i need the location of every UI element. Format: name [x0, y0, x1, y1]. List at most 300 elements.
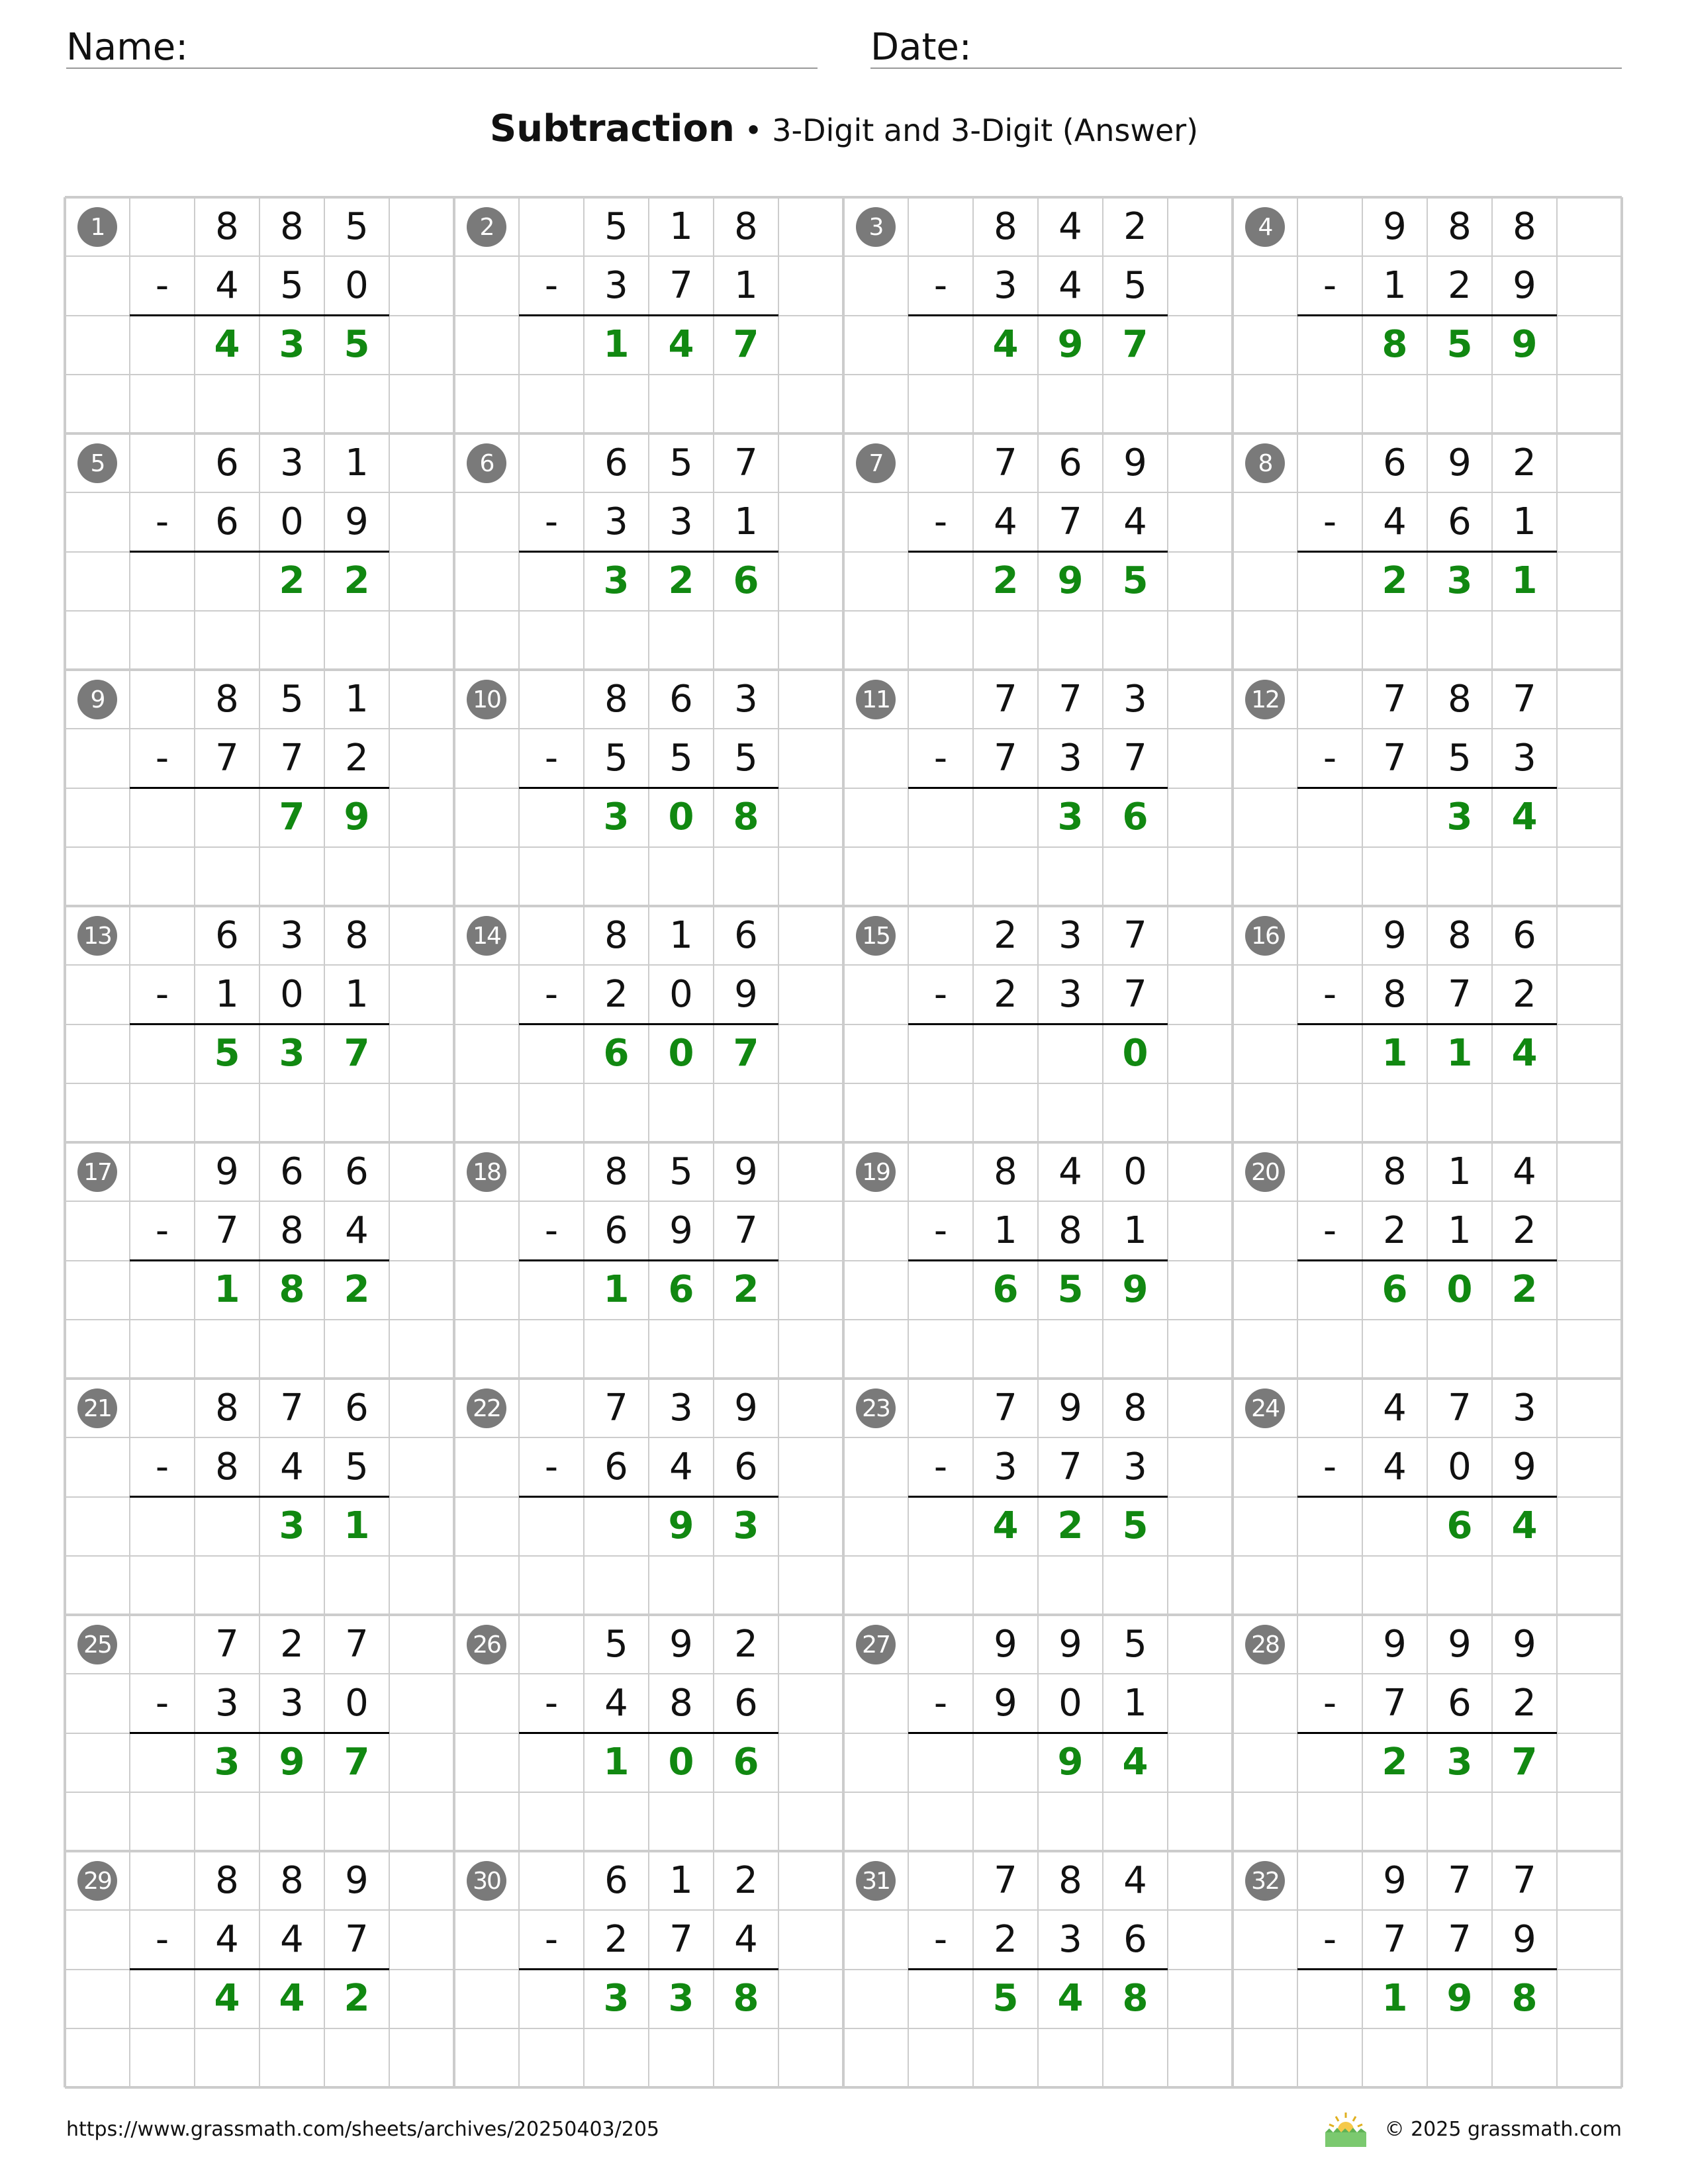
subtrahend-digit: 7	[215, 1208, 239, 1252]
subtrahend-digit: 0	[669, 972, 693, 1016]
answer-digit[interactable]: 3	[279, 323, 305, 366]
answer-digit[interactable]: 4	[1057, 1977, 1084, 2020]
minus-sign: -	[1323, 1208, 1337, 1252]
problem-number-badge: 7	[856, 443, 896, 483]
answer-digit[interactable]: 9	[1057, 1741, 1084, 1784]
name-label: Name:	[66, 26, 189, 69]
minus-sign: -	[933, 736, 948, 780]
answer-digit[interactable]: 8	[1122, 1977, 1149, 2020]
subtrahend-digit: 1	[1123, 1681, 1147, 1725]
answer-rule	[1297, 1732, 1557, 1734]
subtrahend-digit: 3	[1058, 1917, 1082, 1961]
subtrahend-digit: 0	[1448, 1445, 1472, 1488]
subtrahend-digit: 5	[604, 736, 628, 780]
subtrahend-digit: 9	[1513, 1445, 1536, 1488]
subtrahend-digit: 6	[1448, 1681, 1472, 1725]
minuend-digit: 5	[669, 1150, 693, 1193]
minuend-digit: 5	[669, 441, 693, 484]
answer-rule	[130, 787, 389, 789]
problem-number-badge: 19	[856, 1152, 896, 1192]
minuend-digit: 7	[280, 1386, 304, 1430]
minuend-digit: 6	[604, 1858, 628, 1902]
minuend-digit: 9	[345, 1858, 369, 1902]
answer-digit[interactable]: 8	[1511, 1977, 1538, 2020]
answer-rule	[519, 1968, 778, 1970]
answer-digit[interactable]: 1	[603, 323, 630, 366]
minuend-digit: 3	[1123, 677, 1147, 721]
minus-sign: -	[1323, 500, 1337, 543]
subtrahend-digit: 2	[604, 1917, 628, 1961]
problem-number-badge: 4	[1245, 207, 1285, 247]
answer-digit[interactable]: 9	[279, 1741, 305, 1784]
answer-digit[interactable]: 0	[668, 1741, 694, 1784]
problem-number-badge: 13	[77, 916, 117, 956]
minus-sign: -	[155, 1681, 169, 1725]
minuend-digit: 2	[280, 1622, 304, 1666]
subtrahend-digit: 7	[669, 263, 693, 307]
subtrahend-digit: 9	[1513, 1917, 1536, 1961]
answer-digit[interactable]: 2	[1382, 1741, 1408, 1784]
subtrahend-digit: 4	[1058, 263, 1082, 307]
subtrahend-digit: 6	[1123, 1917, 1147, 1961]
minuend-digit: 0	[1123, 1150, 1147, 1193]
minuend-digit: 7	[734, 441, 758, 484]
answer-digit[interactable]: 1	[603, 1268, 630, 1311]
minuend-digit: 6	[1513, 913, 1536, 957]
answer-rule	[1297, 1968, 1557, 1970]
subtrahend-digit: 7	[994, 736, 1017, 780]
minuend-digit: 9	[1448, 1622, 1472, 1666]
minuend-digit: 6	[669, 677, 693, 721]
answer-digit[interactable]: 5	[1446, 323, 1473, 366]
title-sub: • 3-Digit and 3-Digit (Answer)	[734, 113, 1199, 148]
subtrahend-digit: 4	[280, 1445, 304, 1488]
subtrahend-digit: 9	[1513, 263, 1536, 307]
minuend-digit: 7	[1448, 1386, 1472, 1430]
answer-rule	[519, 314, 778, 316]
answer-digit[interactable]: 7	[733, 323, 759, 366]
subtrahend-digit: 6	[734, 1445, 758, 1488]
problem-number-badge: 27	[856, 1625, 896, 1664]
answer-digit[interactable]: 4	[214, 323, 240, 366]
subtrahend-digit: 2	[1513, 1681, 1536, 1725]
subtrahend-digit: 7	[280, 736, 304, 780]
minuend-digit: 6	[734, 913, 758, 957]
subtrahend-digit: 1	[994, 1208, 1017, 1252]
problem-number-badge: 23	[856, 1388, 896, 1428]
problem-number-badge: 29	[77, 1861, 117, 1901]
answer-rule	[908, 1259, 1168, 1261]
answer-digit[interactable]: 3	[603, 559, 630, 602]
answer-digit[interactable]: 4	[214, 1977, 240, 2020]
minuend-digit: 2	[1123, 205, 1147, 248]
minus-sign: -	[933, 1445, 948, 1488]
minus-sign: -	[1323, 1917, 1337, 1961]
answer-digit[interactable]: 7	[733, 1032, 759, 1075]
minuend-digit: 2	[994, 913, 1017, 957]
minus-sign: -	[544, 736, 559, 780]
date-line[interactable]	[870, 68, 1622, 69]
minuend-digit: 7	[345, 1622, 369, 1666]
minuend-digit: 3	[669, 1386, 693, 1430]
subtrahend-digit: 7	[1383, 1917, 1407, 1961]
subtrahend-digit: 4	[994, 500, 1017, 543]
subtrahend-digit: 4	[734, 1917, 758, 1961]
subtrahend-digit: 6	[604, 1208, 628, 1252]
answer-digit[interactable]: 0	[668, 796, 694, 839]
answer-digit[interactable]: 3	[668, 1977, 694, 2020]
answer-digit[interactable]: 5	[214, 1032, 240, 1075]
minuend-digit: 8	[215, 1386, 239, 1430]
answer-digit[interactable]: 2	[733, 1268, 759, 1311]
answer-digit[interactable]: 3	[603, 1977, 630, 2020]
minuend-digit: 6	[1383, 441, 1407, 484]
answer-digit[interactable]: 4	[1122, 1741, 1149, 1784]
minuend-digit: 4	[1513, 1150, 1536, 1193]
subtrahend-digit: 1	[1123, 1208, 1147, 1252]
answer-digit[interactable]: 4	[1511, 1504, 1538, 1547]
answer-rule	[1297, 787, 1557, 789]
subtrahend-digit: 5	[734, 736, 758, 780]
minuend-digit: 4	[1383, 1386, 1407, 1430]
minuend-digit: 8	[734, 205, 758, 248]
subtrahend-digit: 2	[1513, 972, 1536, 1016]
subtrahend-digit: 8	[1058, 1208, 1082, 1252]
subtrahend-digit: 8	[1383, 972, 1407, 1016]
answer-digit[interactable]: 3	[1446, 1741, 1473, 1784]
answer-digit[interactable]: 3	[214, 1741, 240, 1784]
subtrahend-digit: 9	[669, 1208, 693, 1252]
answer-rule	[908, 1968, 1168, 1970]
subtrahend-digit: 1	[734, 500, 758, 543]
answer-digit[interactable]: 9	[1122, 1268, 1149, 1311]
minuend-digit: 6	[604, 441, 628, 484]
answer-digit[interactable]: 7	[1122, 323, 1149, 366]
answer-digit[interactable]: 5	[344, 323, 370, 366]
answer-digit[interactable]: 5	[1057, 1268, 1084, 1311]
answer-rule	[1297, 1496, 1557, 1498]
answer-digit[interactable]: 2	[344, 559, 370, 602]
problem-number-badge: 32	[1245, 1861, 1285, 1901]
answer-digit[interactable]: 2	[1382, 559, 1408, 602]
problem-number-badge: 15	[856, 916, 896, 956]
answer-digit[interactable]: 3	[1446, 559, 1473, 602]
answer-rule	[130, 1023, 389, 1025]
subtrahend-digit: 4	[215, 263, 239, 307]
subtrahend-digit: 6	[1448, 500, 1472, 543]
page-title	[0, 99, 1688, 167]
answer-digit[interactable]: 2	[1057, 1504, 1084, 1547]
problem-number-badge: 9	[77, 680, 117, 719]
minus-sign: -	[155, 972, 169, 1016]
minus-sign: -	[155, 1917, 169, 1961]
minuend-digit: 9	[734, 1386, 758, 1430]
answer-digit[interactable]: 4	[1511, 796, 1538, 839]
minuend-digit: 8	[994, 205, 1017, 248]
subtrahend-digit: 3	[280, 1681, 304, 1725]
answer-digit[interactable]: 0	[1122, 1032, 1149, 1075]
subtrahend-digit: 2	[1448, 263, 1472, 307]
answer-digit[interactable]: 0	[668, 1032, 694, 1075]
minuend-digit: 8	[1448, 913, 1472, 957]
subtrahend-digit: 4	[345, 1208, 369, 1252]
answer-digit[interactable]: 4	[668, 323, 694, 366]
answer-digit[interactable]: 9	[1446, 1977, 1473, 2020]
subtrahend-digit: 5	[1448, 736, 1472, 780]
subtrahend-digit: 0	[280, 500, 304, 543]
answer-digit[interactable]: 4	[992, 1504, 1019, 1547]
minuend-digit: 8	[994, 1150, 1017, 1193]
answer-digit[interactable]: 4	[279, 1977, 305, 2020]
problem-number-badge: 21	[77, 1388, 117, 1428]
minuend-digit: 8	[1448, 205, 1472, 248]
problem-number-badge: 20	[1245, 1152, 1285, 1192]
answer-digit[interactable]: 2	[1511, 1268, 1538, 1311]
subtrahend-digit: 4	[1123, 500, 1147, 543]
answer-rule	[519, 1732, 778, 1734]
date-label: Date:	[870, 26, 972, 69]
answer-digit[interactable]: 2	[344, 1268, 370, 1311]
minus-sign: -	[544, 972, 559, 1016]
answer-digit[interactable]: 3	[1057, 796, 1084, 839]
minus-sign: -	[933, 1208, 948, 1252]
minuend-digit: 9	[1383, 913, 1407, 957]
minuend-digit: 9	[215, 1150, 239, 1193]
minuend-digit: 8	[1383, 1150, 1407, 1193]
answer-digit[interactable]: 4	[992, 323, 1019, 366]
footer-url: https://www.grassmath.com/sheets/archives/20250403/205	[66, 2118, 660, 2141]
grass-sun-logo-icon	[1323, 2110, 1369, 2150]
answer-digit[interactable]: 2	[668, 559, 694, 602]
subtrahend-digit: 2	[345, 736, 369, 780]
subtrahend-digit: 4	[1383, 500, 1407, 543]
answer-rule	[130, 1259, 389, 1261]
answer-digit[interactable]: 6	[1382, 1268, 1408, 1311]
answer-digit[interactable]: 9	[1057, 559, 1084, 602]
subtrahend-digit: 4	[215, 1917, 239, 1961]
answer-digit[interactable]: 9	[1511, 323, 1538, 366]
answer-digit[interactable]: 3	[603, 796, 630, 839]
answer-rule	[519, 1023, 778, 1025]
minuend-digit: 9	[1058, 1386, 1082, 1430]
answer-digit[interactable]: 1	[1382, 1977, 1408, 2020]
minuend-digit: 7	[1513, 1858, 1536, 1902]
subtrahend-digit: 2	[1383, 1208, 1407, 1252]
answer-digit[interactable]: 6	[668, 1268, 694, 1311]
answer-digit[interactable]: 8	[279, 1268, 305, 1311]
answer-digit[interactable]: 4	[1511, 1032, 1538, 1075]
answer-digit[interactable]: 7	[344, 1741, 370, 1784]
problem-number-badge: 31	[856, 1861, 896, 1901]
minuend-digit: 3	[1058, 913, 1082, 957]
minus-sign: -	[155, 1208, 169, 1252]
minuend-digit: 4	[1058, 205, 1082, 248]
subtrahend-digit: 6	[604, 1445, 628, 1488]
answer-rule	[519, 787, 778, 789]
minus-sign: -	[1323, 263, 1337, 307]
minuend-digit: 5	[604, 1622, 628, 1666]
answer-digit[interactable]: 3	[1446, 796, 1473, 839]
answer-digit[interactable]: 5	[1122, 1504, 1149, 1547]
minuend-digit: 5	[280, 677, 304, 721]
minus-sign: -	[155, 1445, 169, 1488]
minuend-digit: 8	[280, 1858, 304, 1902]
answer-digit[interactable]: 1	[603, 1741, 630, 1784]
subtrahend-digit: 4	[1383, 1445, 1407, 1488]
minuend-digit: 6	[1058, 441, 1082, 484]
minuend-digit: 9	[1383, 205, 1407, 248]
worksheet-grid	[65, 197, 1622, 2087]
minuend-digit: 8	[1058, 1858, 1082, 1902]
minuend-digit: 7	[1513, 677, 1536, 721]
minuend-digit: 1	[669, 913, 693, 957]
subtrahend-digit: 7	[1058, 1445, 1082, 1488]
minuend-digit: 6	[345, 1386, 369, 1430]
minus-sign: -	[155, 263, 169, 307]
minuend-digit: 8	[1448, 677, 1472, 721]
minuend-digit: 9	[1383, 1622, 1407, 1666]
minus-sign: -	[1323, 972, 1337, 1016]
subtrahend-digit: 7	[734, 1208, 758, 1252]
minus-sign: -	[544, 263, 559, 307]
answer-rule	[1297, 314, 1557, 316]
problem-number-badge: 11	[856, 680, 896, 719]
minuend-digit: 8	[1513, 205, 1536, 248]
subtrahend-digit: 2	[994, 1917, 1017, 1961]
minuend-digit: 9	[734, 1150, 758, 1193]
minus-sign: -	[1323, 736, 1337, 780]
answer-digit[interactable]: 2	[992, 559, 1019, 602]
subtrahend-digit: 3	[994, 1445, 1017, 1488]
subtrahend-digit: 3	[1058, 972, 1082, 1016]
minuend-digit: 2	[734, 1858, 758, 1902]
answer-digit[interactable]: 1	[1382, 1032, 1408, 1075]
answer-digit[interactable]: 2	[344, 1977, 370, 2020]
answer-digit[interactable]: 6	[733, 1741, 759, 1784]
subtrahend-digit: 2	[994, 972, 1017, 1016]
subtrahend-digit: 1	[1448, 1208, 1472, 1252]
answer-digit[interactable]: 7	[1511, 1741, 1538, 1784]
subtrahend-digit: 7	[1383, 1681, 1407, 1725]
subtrahend-digit: 4	[604, 1681, 628, 1725]
subtrahend-digit: 1	[734, 263, 758, 307]
answer-digit[interactable]: 7	[344, 1032, 370, 1075]
minus-sign: -	[933, 972, 948, 1016]
answer-digit[interactable]: 1	[1511, 559, 1538, 602]
minuend-digit: 7	[994, 441, 1017, 484]
problem-number-badge: 10	[467, 680, 506, 719]
minuend-digit: 6	[280, 1150, 304, 1193]
answer-digit[interactable]: 6	[1122, 796, 1149, 839]
answer-rule	[908, 1496, 1168, 1498]
answer-digit[interactable]: 8	[1382, 323, 1408, 366]
subtrahend-digit: 6	[215, 500, 239, 543]
problem-number-badge: 5	[77, 443, 117, 483]
answer-digit[interactable]: 5	[992, 1977, 1019, 2020]
minuend-digit: 8	[1123, 1386, 1147, 1430]
problem-number-badge: 3	[856, 207, 896, 247]
answer-digit[interactable]: 3	[279, 1032, 305, 1075]
minus-sign: -	[933, 500, 948, 543]
minuend-digit: 9	[1448, 441, 1472, 484]
answer-digit[interactable]: 8	[733, 796, 759, 839]
answer-digit[interactable]: 6	[1446, 1504, 1473, 1547]
minus-sign: -	[544, 1917, 559, 1961]
answer-digit[interactable]: 5	[1122, 559, 1149, 602]
subtrahend-digit: 7	[1448, 972, 1472, 1016]
title-main: Subtraction	[489, 107, 735, 150]
answer-digit[interactable]: 3	[279, 1504, 305, 1547]
problem-number-badge: 14	[467, 916, 506, 956]
subtrahend-digit: 3	[604, 500, 628, 543]
subtrahend-digit: 5	[280, 263, 304, 307]
minus-sign: -	[933, 1681, 948, 1725]
minuend-digit: 5	[1123, 1622, 1147, 1666]
answer-rule	[908, 1732, 1168, 1734]
answer-digit[interactable]: 8	[733, 1977, 759, 2020]
minuend-digit: 4	[1123, 1858, 1147, 1902]
subtrahend-digit: 0	[345, 263, 369, 307]
answer-digit[interactable]: 6	[992, 1268, 1019, 1311]
answer-digit[interactable]: 9	[344, 796, 370, 839]
answer-digit[interactable]: 3	[733, 1504, 759, 1547]
answer-rule	[1297, 551, 1557, 553]
subtrahend-digit: 3	[669, 500, 693, 543]
answer-digit[interactable]: 0	[1446, 1268, 1473, 1311]
answer-digit[interactable]: 1	[214, 1268, 240, 1311]
minus-sign: -	[933, 263, 948, 307]
minuend-digit: 7	[1383, 677, 1407, 721]
minuend-digit: 7	[1448, 1858, 1472, 1902]
answer-digit[interactable]: 2	[279, 559, 305, 602]
answer-digit[interactable]: 1	[344, 1504, 370, 1547]
answer-rule	[908, 314, 1168, 316]
subtrahend-digit: 3	[215, 1681, 239, 1725]
answer-digit[interactable]: 9	[668, 1504, 694, 1547]
answer-digit[interactable]: 1	[1446, 1032, 1473, 1075]
name-line[interactable]	[66, 68, 818, 69]
answer-digit[interactable]: 9	[1057, 323, 1084, 366]
minuend-digit: 8	[215, 1858, 239, 1902]
minuend-digit: 5	[604, 205, 628, 248]
minuend-digit: 3	[1513, 1386, 1536, 1430]
answer-digit[interactable]: 7	[279, 796, 305, 839]
answer-rule	[130, 551, 389, 553]
answer-digit[interactable]: 6	[733, 559, 759, 602]
minuend-digit: 7	[215, 1622, 239, 1666]
minus-sign: -	[1323, 1445, 1337, 1488]
minus-sign: -	[155, 500, 169, 543]
subtrahend-digit: 0	[1058, 1681, 1082, 1725]
minus-sign: -	[544, 1681, 559, 1725]
answer-rule	[130, 314, 389, 316]
subtrahend-digit: 6	[734, 1681, 758, 1725]
minus-sign: -	[544, 500, 559, 543]
minuend-digit: 9	[994, 1622, 1017, 1666]
subtrahend-digit: 8	[280, 1208, 304, 1252]
problem-number-badge: 24	[1245, 1388, 1285, 1428]
subtrahend-digit: 9	[345, 500, 369, 543]
minuend-digit: 6	[215, 913, 239, 957]
minuend-digit: 3	[734, 677, 758, 721]
minuend-digit: 7	[1058, 677, 1082, 721]
minuend-digit: 9	[1123, 441, 1147, 484]
problem-number-badge: 6	[467, 443, 506, 483]
minuend-digit: 6	[345, 1150, 369, 1193]
subtrahend-digit: 0	[345, 1681, 369, 1725]
answer-digit[interactable]: 6	[603, 1032, 630, 1075]
subtrahend-digit: 2	[604, 972, 628, 1016]
